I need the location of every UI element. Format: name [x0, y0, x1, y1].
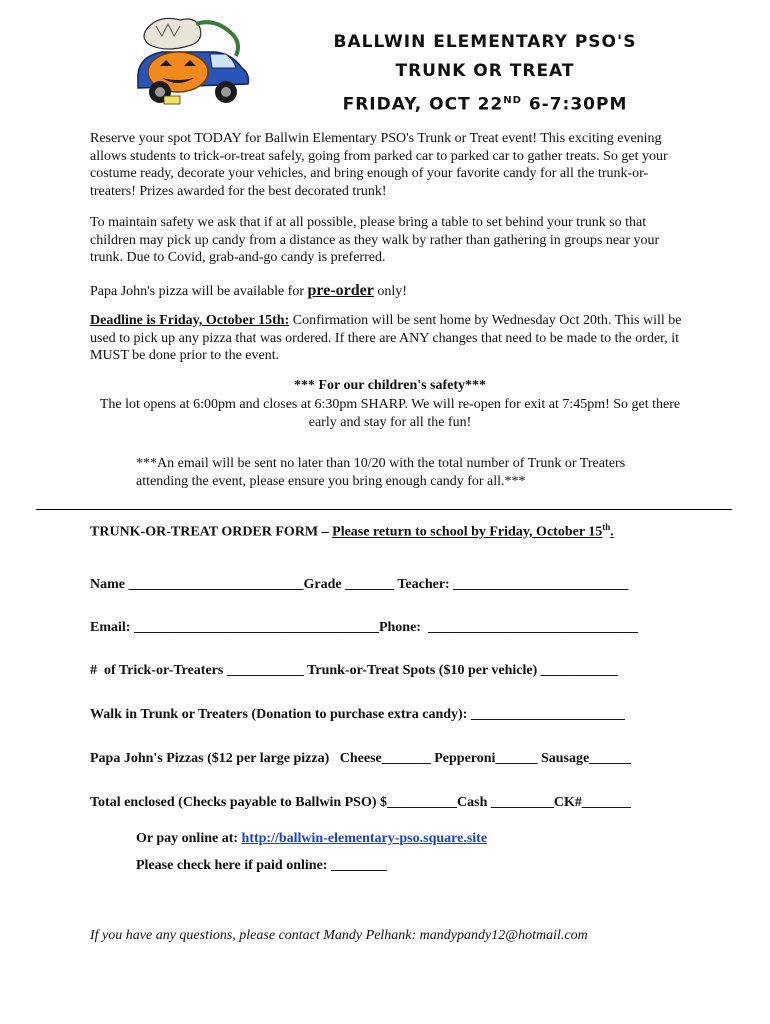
- paid-online-check-field[interactable]: Please check here if paid online: ________: [136, 858, 387, 873]
- walk-in-donation-field[interactable]: Walk in Trunk or Treaters (Donation to purchase extra candy): ______________________: [90, 707, 625, 722]
- name-grade-teacher-field[interactable]: Name _________________________Grade _______ Teacher: _________________________: [90, 577, 629, 592]
- title-line-1: BALLWIN ELEMENTARY PSO'S: [333, 32, 637, 52]
- preorder-emphasis: pre-order: [307, 282, 374, 299]
- contact-info: If you have any questions, please contact Mandy Pelhank: mandypandy12@hotmail.com: [90, 928, 588, 943]
- event-title: [300, 28, 670, 120]
- order-form-title: TRUNK-OR-TREAT ORDER FORM – Please return to school by Friday, October 15th.: [90, 522, 614, 540]
- deadline-paragraph: Deadline is Friday, October 15th: Confirmation will be sent home by Wednesday Oct 20th. This will be used to pick up any pizza that was ordered. If there are ANY changes that need to be made to the order, it MUST be done prior to the event.: [90, 313, 682, 363]
- pay-online-link[interactable]: http://ballwin-elementary-pso.square.site: [241, 831, 488, 846]
- car-with-pumpkin-icon: [118, 12, 258, 112]
- total-enclosed-field[interactable]: Total enclosed (Checks payable to Ballwin PSO) $__________Cash _________CK#_______: [90, 795, 631, 810]
- pizza-preorder-line: Papa John's pizza will be available for pre-order only!: [90, 282, 407, 299]
- deadline-label: Deadline is Friday, October 15th:: [90, 313, 290, 328]
- title-line-3: FRIDAY, OCT 22ND 6-7:30PM: [342, 94, 628, 115]
- lot-hours-text: The lot opens at 6:00pm and closes at 6:30pm SHARP. We will re-open for exit at 7:45pm! So get there early and stay for all the fun!: [99, 397, 681, 430]
- email-phone-field[interactable]: Email: ___________________________________Phone: ______________________________: [90, 620, 638, 635]
- email-note: ***An email will be sent no later than 10/20 with the total number of Trunk or Treaters attending the event, please ensure you bring enough candy for all.***: [136, 456, 626, 489]
- intro-paragraph: Reserve your spot TODAY for Ballwin Elementary PSO's Trunk or Treat event! This exciting evening allows students to trick-or-treat safely, going from parked car to parked car to gather treats. So get your costume ready, decorate your vehicles, and bring enough of your favorite candy for all the trunk-or-treaters! Prizes awarded for the best decorated trunk!: [90, 131, 668, 199]
- safety-table-paragraph: To maintain safety we ask that if at all possible, please bring a table to set behind your trunk so that children may pick up candy from a distance as they walk by rather than gathering in groups near your trunk. Due to Covid, grab-and-go candy is preferred.: [90, 215, 660, 265]
- pizza-order-field[interactable]: Papa John's Pizzas ($12 per large pizza) Cheese_______ Pepperoni______ Sausage______: [90, 751, 632, 766]
- safety-heading: *** For our children's safety***: [293, 378, 487, 393]
- title-line-2: TRUNK OR TREAT: [395, 61, 575, 81]
- section-divider: [36, 509, 732, 510]
- trick-or-treaters-spots-field[interactable]: # of Trick-or-Treaters ___________ Trunk-or-Treat Spots ($10 per vehicle) ___________: [90, 663, 618, 678]
- pay-online-line: Or pay online at: http://ballwin-elementary-pso.square.site: [136, 831, 488, 846]
